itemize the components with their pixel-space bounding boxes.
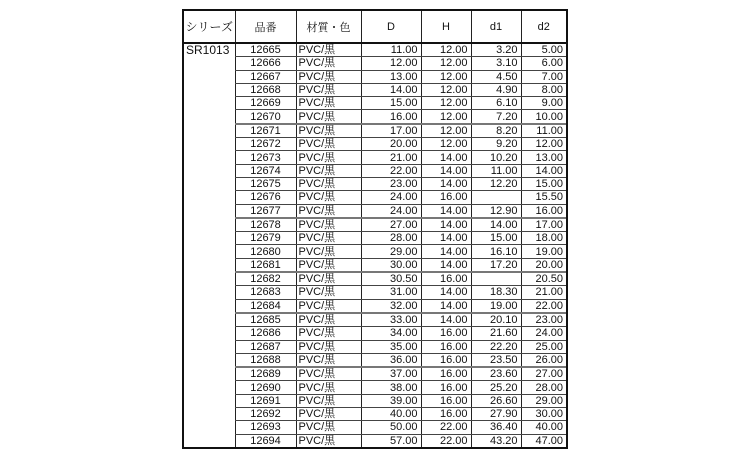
table-row — [184, 218, 566, 232]
table-row — [184, 43, 566, 57]
d-cell: 20.00 — [361, 138, 421, 151]
part-number-cell: 12691 — [235, 394, 296, 407]
d2-cell: 13.00 — [521, 151, 566, 164]
h-cell: 16.00 — [421, 408, 471, 421]
table-row — [184, 340, 566, 353]
d-cell: 16.00 — [361, 110, 421, 124]
d2-cell: 23.00 — [521, 313, 566, 327]
material-cell: PVC/黒 — [296, 245, 361, 258]
material-cell: PVC/黒 — [296, 151, 361, 164]
h-cell: 16.00 — [421, 340, 471, 353]
table-row — [184, 83, 566, 96]
part-number-cell: 12675 — [235, 177, 296, 190]
part-number-cell: 12692 — [235, 408, 296, 421]
part-number-cell: 12690 — [235, 381, 296, 394]
part-number-cell: 12667 — [235, 70, 296, 83]
part-number-cell: 12684 — [235, 299, 296, 313]
table-row — [184, 421, 566, 434]
table-row — [184, 232, 566, 245]
d2-cell: 47.00 — [521, 434, 566, 447]
d2-cell: 19.00 — [521, 245, 566, 258]
h-cell: 12.00 — [421, 110, 471, 124]
part-number-cell: 12681 — [235, 258, 296, 272]
material-cell: PVC/黒 — [296, 110, 361, 124]
d-cell: 37.00 — [361, 367, 421, 381]
d2-cell: 25.00 — [521, 340, 566, 353]
material-cell: PVC/黒 — [296, 83, 361, 96]
table-row — [184, 394, 566, 407]
d2-cell: 12.00 — [521, 138, 566, 151]
h-cell: 14.00 — [421, 299, 471, 313]
d2-cell: 9.00 — [521, 97, 566, 110]
h-cell: 16.00 — [421, 367, 471, 381]
d-cell: 30.50 — [361, 272, 421, 286]
h-cell: 14.00 — [421, 232, 471, 245]
part-number-cell: 12666 — [235, 57, 296, 70]
h-cell: 12.00 — [421, 57, 471, 70]
material-cell: PVC/黒 — [296, 204, 361, 218]
d-cell: 12.00 — [361, 57, 421, 70]
d1-cell — [471, 191, 521, 204]
material-cell: PVC/黒 — [296, 381, 361, 394]
d-cell: 14.00 — [361, 83, 421, 96]
table-row — [184, 245, 566, 258]
h-cell: 16.00 — [421, 353, 471, 367]
d1-cell: 15.00 — [471, 232, 521, 245]
table-row — [184, 434, 566, 447]
d2-cell: 7.00 — [521, 70, 566, 83]
d2-cell: 10.00 — [521, 110, 566, 124]
table-row — [184, 110, 566, 124]
d-cell: 33.00 — [361, 313, 421, 327]
d1-cell: 11.00 — [471, 164, 521, 177]
table-row — [184, 191, 566, 204]
h-cell: 16.00 — [421, 394, 471, 407]
table-row — [184, 204, 566, 218]
material-cell: PVC/黒 — [296, 327, 361, 340]
spec-table-grid — [184, 11, 566, 447]
header-d2: d2 — [521, 11, 566, 43]
table-header — [184, 11, 566, 43]
header-material-color: 材質・色 — [296, 11, 361, 43]
header-part-number: 品番 — [235, 11, 296, 43]
d-cell: 27.00 — [361, 218, 421, 232]
d-cell: 38.00 — [361, 381, 421, 394]
d1-cell: 23.50 — [471, 353, 521, 367]
part-number-cell: 12685 — [235, 313, 296, 327]
d2-cell: 6.00 — [521, 57, 566, 70]
part-number-cell: 12671 — [235, 124, 296, 138]
material-cell: PVC/黒 — [296, 394, 361, 407]
part-number-cell: 12669 — [235, 97, 296, 110]
material-cell: PVC/黒 — [296, 408, 361, 421]
d2-cell: 40.00 — [521, 421, 566, 434]
h-cell: 12.00 — [421, 97, 471, 110]
d2-cell: 21.00 — [521, 286, 566, 299]
d2-cell: 14.00 — [521, 164, 566, 177]
header-d: D — [361, 11, 421, 43]
part-number-cell: 12694 — [235, 434, 296, 447]
d2-cell: 22.00 — [521, 299, 566, 313]
table-row — [184, 408, 566, 421]
material-cell: PVC/黒 — [296, 272, 361, 286]
h-cell: 14.00 — [421, 313, 471, 327]
d1-cell: 27.90 — [471, 408, 521, 421]
table-row — [184, 286, 566, 299]
d1-cell: 18.30 — [471, 286, 521, 299]
table-row — [184, 381, 566, 394]
d-cell: 13.00 — [361, 70, 421, 83]
table-row — [184, 70, 566, 83]
d2-cell: 16.00 — [521, 204, 566, 218]
d-cell: 35.00 — [361, 340, 421, 353]
h-cell: 12.00 — [421, 70, 471, 83]
d-cell: 30.00 — [361, 258, 421, 272]
d-cell: 24.00 — [361, 204, 421, 218]
d2-cell: 26.00 — [521, 353, 566, 367]
part-number-cell: 12665 — [235, 43, 296, 57]
h-cell: 12.00 — [421, 83, 471, 96]
material-cell: PVC/黒 — [296, 340, 361, 353]
d-cell: 40.00 — [361, 408, 421, 421]
d2-cell: 30.00 — [521, 408, 566, 421]
d-cell: 22.00 — [361, 164, 421, 177]
d-cell: 23.00 — [361, 177, 421, 190]
d1-cell — [471, 272, 521, 286]
h-cell: 14.00 — [421, 258, 471, 272]
d1-cell: 21.60 — [471, 327, 521, 340]
d2-cell: 17.00 — [521, 218, 566, 232]
part-number-cell: 12686 — [235, 327, 296, 340]
d-cell: 24.00 — [361, 191, 421, 204]
d2-cell: 5.00 — [521, 43, 566, 57]
d-cell: 34.00 — [361, 327, 421, 340]
material-cell: PVC/黒 — [296, 57, 361, 70]
material-cell: PVC/黒 — [296, 124, 361, 138]
h-cell: 22.00 — [421, 434, 471, 447]
d1-cell: 25.20 — [471, 381, 521, 394]
material-cell: PVC/黒 — [296, 164, 361, 177]
d-cell: 32.00 — [361, 299, 421, 313]
d1-cell: 36.40 — [471, 421, 521, 434]
table-row — [184, 272, 566, 286]
h-cell: 14.00 — [421, 151, 471, 164]
d-cell: 15.00 — [361, 97, 421, 110]
d1-cell: 3.10 — [471, 57, 521, 70]
material-cell: PVC/黒 — [296, 70, 361, 83]
material-cell: PVC/黒 — [296, 177, 361, 190]
d2-cell: 29.00 — [521, 394, 566, 407]
table-row — [184, 367, 566, 381]
d2-cell: 28.00 — [521, 381, 566, 394]
part-number-cell: 12676 — [235, 191, 296, 204]
part-number-cell: 12680 — [235, 245, 296, 258]
part-number-cell: 12668 — [235, 83, 296, 96]
d-cell: 29.00 — [361, 245, 421, 258]
d1-cell: 3.20 — [471, 43, 521, 57]
d1-cell: 14.00 — [471, 218, 521, 232]
part-number-cell: 12670 — [235, 110, 296, 124]
part-number-cell: 12677 — [235, 204, 296, 218]
h-cell: 12.00 — [421, 43, 471, 57]
d1-cell: 10.20 — [471, 151, 521, 164]
h-cell: 14.00 — [421, 245, 471, 258]
h-cell: 16.00 — [421, 191, 471, 204]
d1-cell: 23.60 — [471, 367, 521, 381]
part-number-cell: 12673 — [235, 151, 296, 164]
header-series: シリーズ — [184, 11, 235, 43]
d1-cell: 19.00 — [471, 299, 521, 313]
d1-cell: 20.10 — [471, 313, 521, 327]
part-number-cell: 12682 — [235, 272, 296, 286]
d1-cell: 6.10 — [471, 97, 521, 110]
d1-cell: 12.90 — [471, 204, 521, 218]
header-d1: d1 — [471, 11, 521, 43]
table-row — [184, 177, 566, 190]
part-number-cell: 12687 — [235, 340, 296, 353]
table-row — [184, 353, 566, 367]
d1-cell: 12.20 — [471, 177, 521, 190]
table-row — [184, 124, 566, 138]
part-number-cell: 12693 — [235, 421, 296, 434]
h-cell: 14.00 — [421, 286, 471, 299]
d1-cell: 4.50 — [471, 70, 521, 83]
part-number-cell: 12689 — [235, 367, 296, 381]
h-cell: 16.00 — [421, 327, 471, 340]
table-row — [184, 258, 566, 272]
table-row — [184, 151, 566, 164]
d2-cell: 18.00 — [521, 232, 566, 245]
material-cell: PVC/黒 — [296, 313, 361, 327]
material-cell: PVC/黒 — [296, 353, 361, 367]
d-cell: 21.00 — [361, 151, 421, 164]
h-cell: 16.00 — [421, 381, 471, 394]
d2-cell: 24.00 — [521, 327, 566, 340]
d1-cell: 17.20 — [471, 258, 521, 272]
d2-cell: 8.00 — [521, 83, 566, 96]
series-cell: SR1013 — [186, 43, 230, 57]
table-row — [184, 327, 566, 340]
d1-cell: 7.20 — [471, 110, 521, 124]
h-cell: 12.00 — [421, 138, 471, 151]
d2-cell: 20.50 — [521, 272, 566, 286]
h-cell: 16.00 — [421, 272, 471, 286]
d1-cell: 26.60 — [471, 394, 521, 407]
h-cell: 14.00 — [421, 177, 471, 190]
table-row — [184, 299, 566, 313]
material-cell: PVC/黒 — [296, 97, 361, 110]
part-number-cell: 12678 — [235, 218, 296, 232]
material-cell: PVC/黒 — [296, 138, 361, 151]
material-cell: PVC/黒 — [296, 286, 361, 299]
table-row — [184, 138, 566, 151]
d2-cell: 27.00 — [521, 367, 566, 381]
material-cell: PVC/黒 — [296, 421, 361, 434]
d2-cell: 20.00 — [521, 258, 566, 272]
d1-cell: 22.20 — [471, 340, 521, 353]
d-cell: 17.00 — [361, 124, 421, 138]
h-cell: 14.00 — [421, 204, 471, 218]
h-cell: 12.00 — [421, 124, 471, 138]
table-body — [184, 43, 566, 447]
table-row — [184, 97, 566, 110]
material-cell: PVC/黒 — [296, 367, 361, 381]
part-number-cell: 12688 — [235, 353, 296, 367]
d-cell: 57.00 — [361, 434, 421, 447]
material-cell: PVC/黒 — [296, 218, 361, 232]
d1-cell: 43.20 — [471, 434, 521, 447]
h-cell: 14.00 — [421, 218, 471, 232]
material-cell: PVC/黒 — [296, 232, 361, 245]
material-cell: PVC/黒 — [296, 258, 361, 272]
spec-table — [182, 9, 568, 449]
material-cell: PVC/黒 — [296, 43, 361, 57]
d2-cell: 15.50 — [521, 191, 566, 204]
d2-cell: 15.00 — [521, 177, 566, 190]
part-number-cell: 12679 — [235, 232, 296, 245]
part-number-cell: 12672 — [235, 138, 296, 151]
d1-cell: 8.20 — [471, 124, 521, 138]
material-cell: PVC/黒 — [296, 434, 361, 447]
h-cell: 14.00 — [421, 164, 471, 177]
d-cell: 39.00 — [361, 394, 421, 407]
d2-cell: 11.00 — [521, 124, 566, 138]
table-row — [184, 164, 566, 177]
d-cell: 36.00 — [361, 353, 421, 367]
header-h: H — [421, 11, 471, 43]
h-cell: 22.00 — [421, 421, 471, 434]
d1-cell: 4.90 — [471, 83, 521, 96]
d1-cell: 16.10 — [471, 245, 521, 258]
d-cell: 50.00 — [361, 421, 421, 434]
d1-cell: 9.20 — [471, 138, 521, 151]
d-cell: 31.00 — [361, 286, 421, 299]
material-cell: PVC/黒 — [296, 299, 361, 313]
d-cell: 28.00 — [361, 232, 421, 245]
table-row — [184, 313, 566, 327]
part-number-cell: 12674 — [235, 164, 296, 177]
material-cell: PVC/黒 — [296, 191, 361, 204]
table-row — [184, 57, 566, 70]
d-cell: 11.00 — [361, 43, 421, 57]
part-number-cell: 12683 — [235, 286, 296, 299]
